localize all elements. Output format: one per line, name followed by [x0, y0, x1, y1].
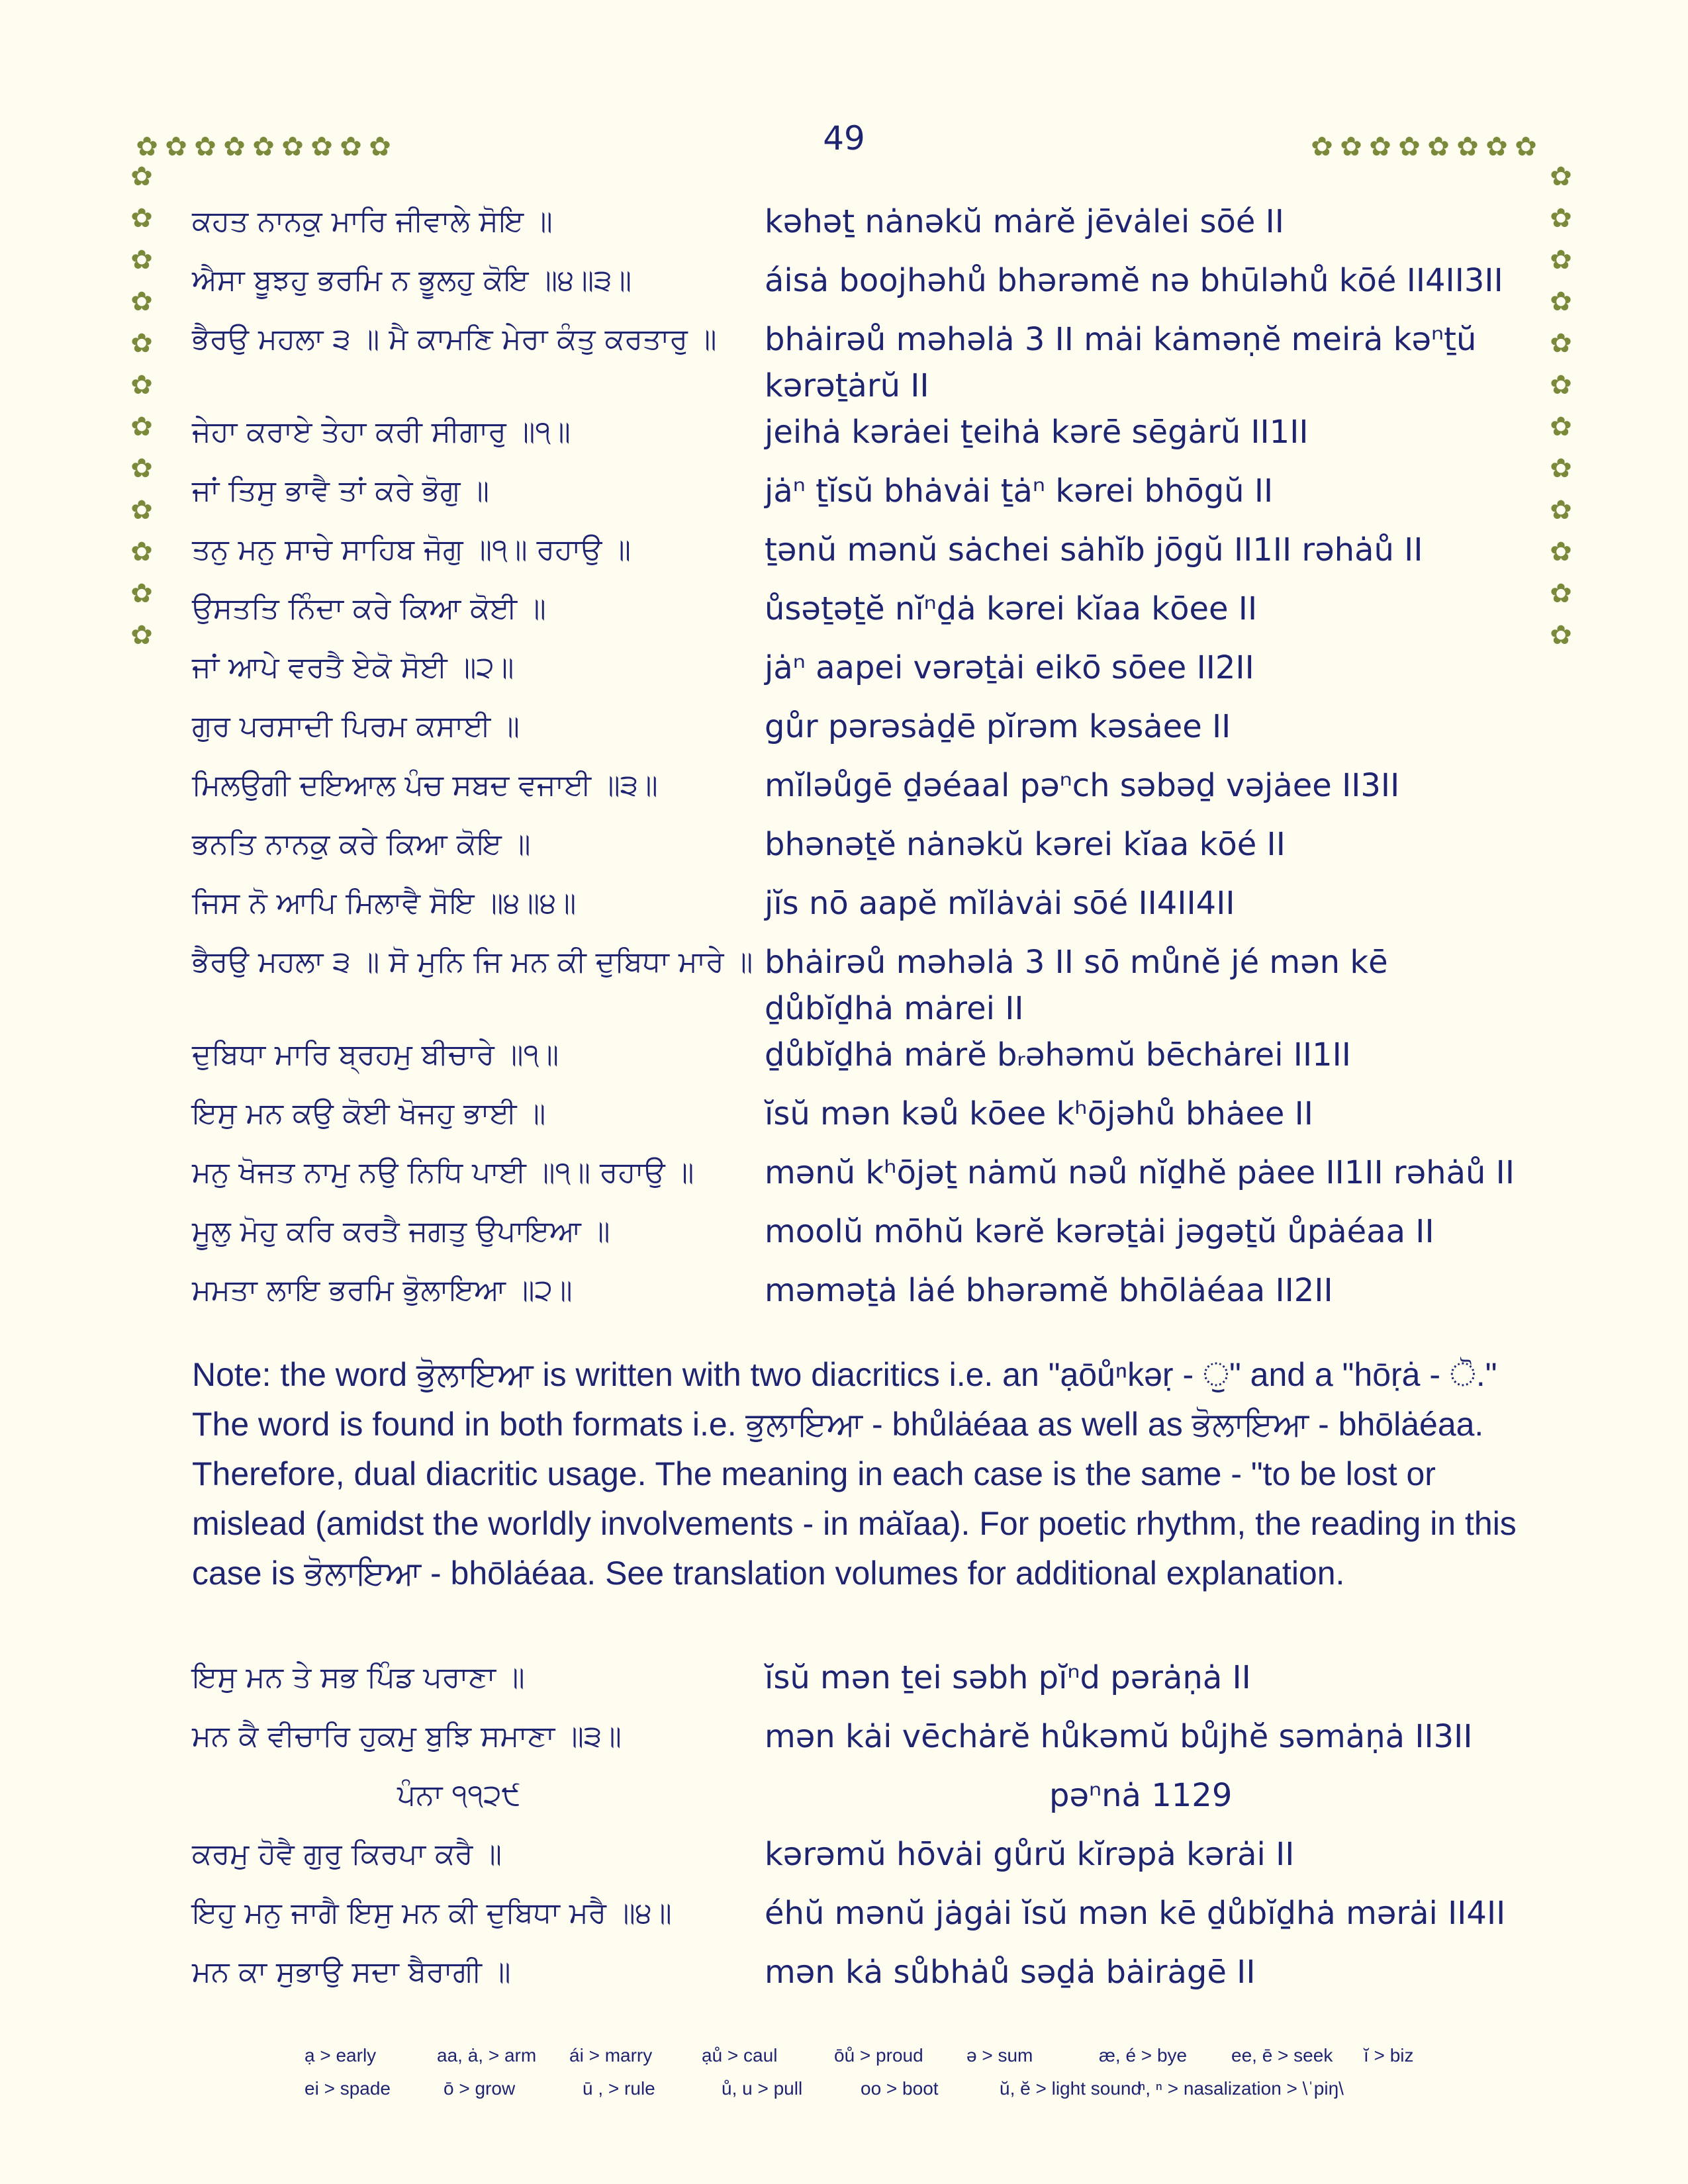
- flower-ornament-icon: ✿: [1515, 132, 1537, 162]
- verse-row: [192, 645, 1516, 704]
- transliteration-text: ĭsŭ mən kəů kōee kʰōjəhů bhȧee II: [765, 1095, 1313, 1132]
- flower-ornament-icon: ✿: [1550, 203, 1572, 234]
- flower-ornament-icon: ✿: [1340, 132, 1362, 162]
- flower-ornament-icon: ✿: [1550, 453, 1572, 484]
- legend-item: ei > spade: [305, 2078, 391, 2099]
- verse-row: [192, 762, 1516, 821]
- verse-row: [192, 1091, 1516, 1150]
- verse-row: [192, 880, 1516, 939]
- legend-item: ŭ, ĕ > light sound: [1000, 2078, 1142, 2099]
- gurmukhi-text: ਐਸਾ ਬੂਝਹੁ ਭਰਮਿ ਨ ਭੂਲਹੁ ਕੋਇ ॥੪॥੩॥: [192, 263, 632, 297]
- flower-ornament-icon: ✿: [130, 620, 153, 651]
- flower-ornament-icon: ✿: [1550, 537, 1572, 567]
- transliteration-text: mənŭ kʰōjəṯ nȧmŭ nəů nĭḏhĕ pȧee II1II rəhȧů II: [765, 1154, 1515, 1191]
- flower-ornament-icon: ✿: [1485, 132, 1508, 162]
- transliteration-text: jeihȧ kərȧei ṯeihȧ kərē sēgȧrŭ II1II: [765, 414, 1309, 451]
- verse-row: [192, 821, 1516, 880]
- transliteration-text: mən kȧ sůbhȧů səḏȧ bȧirȧgē II: [765, 1954, 1256, 1991]
- transliteration-text: pəⁿnȧ 1129: [1049, 1777, 1233, 1814]
- verse-row: [192, 1032, 1516, 1091]
- transliteration-text: ůsəṯəṯĕ nĭⁿḏȧ kərei kĭaa kōee II: [765, 590, 1258, 627]
- transliteration-text: kərəmŭ hōvȧi gůrŭ kĭrəpȧ kərȧi II: [765, 1836, 1295, 1873]
- transliteration-text: məməṯȧ lȧé bhərəmĕ bhōlȧéaa II2II: [765, 1272, 1333, 1309]
- flower-ornament-icon: ✿: [1550, 161, 1572, 192]
- verse-row: [192, 1655, 1516, 1713]
- gurmukhi-text: ਜੇਹਾ ਕਰਾਏ ਤੇਹਾ ਕਰੀ ਸੀਗਾਰੁ ॥੧॥: [192, 415, 571, 449]
- legend-item: ái > marry: [569, 2045, 653, 2066]
- transliteration-text: bhənəṯĕ nȧnəkŭ kərei kĭaa kōé II: [765, 826, 1286, 863]
- verse-row: [192, 468, 1516, 527]
- flower-ornament-icon: ✿: [130, 287, 153, 317]
- flower-ornament-icon: ✿: [1550, 287, 1572, 317]
- gurmukhi-text: ਇਸੁ ਮਨ ਤੇ ਸਭ ਪਿੰਡ ਪਰਾਣਾ ॥: [192, 1661, 525, 1694]
- gurmukhi-text: ਜਾਂ ਤਿਸੁ ਭਾਵੈ ਤਾਂ ਕਰੇ ਭੋਗੁ ॥: [192, 474, 489, 508]
- verse-row: [192, 409, 1516, 468]
- pronunciation-legend: [305, 2045, 1496, 2111]
- verse-row: [192, 1772, 1516, 1831]
- flower-ornament-icon: ✿: [130, 328, 153, 359]
- verse-row: [192, 316, 1516, 409]
- gurmukhi-text: ਇਹੁ ਮਨੁ ਜਾਗੈ ਇਸੁ ਮਨ ਕੀ ਦੁਬਿਧਾ ਮਰੈ ॥੪॥: [192, 1896, 672, 1930]
- gurmukhi-text: ਮਮਤਾ ਲਾਇ ਭਰਮਿ ਭੋੁਲਾਇਆ ॥੨॥: [192, 1273, 573, 1307]
- gurmukhi-text: ਜਾਂ ਆਪੇ ਵਰਤੈ ਏਕੋ ਸੋਈ ॥੨॥: [192, 651, 514, 684]
- legend-item: ōů > proud: [834, 2045, 923, 2066]
- flower-ornament-icon: ✿: [1369, 132, 1391, 162]
- legend-item: ə > sum: [966, 2045, 1033, 2066]
- transliteration-text: bhȧirəů məhəlȧ 3 II mȧi kȧməṇĕ meirȧ kəⁿṯŭ kərəṯȧrŭ II: [765, 321, 1477, 404]
- diacritic-note: Note: the word ਭੋੁਲਾਇਆ is written with two diacritics i.e. an "ạōůⁿkəṛ - ੁ" and a "hōṛȧ - ੋ." The word is found in both formats i.e. ਭੁਲਾਇਆ - bhůlȧéaa as well as ਭੋਲਾਇਆ - bhōlȧéaa. Therefore, dual diacritic usage. The meaning in each case is the same - "to be lost or mislead (amidst the worldly involvements - in mȧĭaa). For poetic rhythm, the reading in this case is ਭੋਲਾਇਆ - bhōlȧéaa. See translation volumes for additional explanation.: [192, 1356, 1517, 1592]
- flower-ornament-icon: ✿: [223, 132, 246, 162]
- flower-ornament-icon: ✿: [281, 132, 304, 162]
- gurmukhi-text: ਕਰਮੁ ਹੋਵੈ ਗੁਰੁ ਕਿਰਪਾ ਕਰੈ ॥: [192, 1837, 502, 1871]
- gurmukhi-text: ਕਹਤ ਨਾਨਕੁ ਮਾਰਿ ਜੀਵਾਲੇ ਸੋਇ ॥: [192, 205, 553, 238]
- flower-ornament-icon: ✿: [130, 203, 153, 234]
- legend-item: ee, ē > seek: [1231, 2045, 1333, 2066]
- gurmukhi-text: ਭੈਰਉ ਮਹਲਾ ੩ ॥ ਮੈ ਕਾਮਣਿ ਮੇਰਾ ਕੰਤੁ ਕਰਤਾਰੁ ॥: [192, 322, 717, 356]
- verse-row: [192, 1890, 1516, 1949]
- verse-list-bottom: [192, 1655, 1516, 2008]
- legend-item: ạů > caul: [702, 2045, 778, 2066]
- flower-ornament-icon: ✿: [1427, 132, 1450, 162]
- transliteration-text: moolŭ mōhŭ kərĕ kərəṯȧi jəgəṯŭ ůpȧéaa II: [765, 1213, 1434, 1250]
- gurmukhi-text: ਜਿਸ ਨੋ ਆਪਿ ਮਿਲਾਵੈ ਸੋਇ ॥੪॥੪॥: [192, 886, 577, 920]
- legend-item: ⁿ, ⁿ > nasalization > \ˈpiŋ\: [1139, 2078, 1344, 2099]
- legend-item: ō > grow: [444, 2078, 516, 2099]
- left-ornament-border: [127, 162, 156, 650]
- legend-item: ạ > early: [305, 2045, 377, 2066]
- gurmukhi-text: ਮਨ ਕੈ ਵੀਚਾਰਿ ਹੁਕਮੁ ਬੁਝਿ ਸਮਾਣਾ ॥੩॥: [192, 1719, 622, 1753]
- transliteration-text: mĭləůgē ḏəéaal pəⁿch səbəḏ vəjȧee II3II: [765, 767, 1400, 804]
- gurmukhi-text: ਮਨੁ ਖੋਜਤ ਨਾਮੁ ਨਉ ਨਿਧਿ ਪਾਈ ॥੧॥ ਰਹਾਉ ॥: [192, 1156, 694, 1189]
- page-number: 49: [823, 119, 865, 158]
- transliteration-text: gůr pərəsȧḏē pĭrəm kəsȧee II: [765, 708, 1231, 745]
- gurmukhi-text: ਤਨੁ ਮਨੁ ਸਾਚੇ ਸਾਹਿਬ ਜੋਗੁ ॥੧॥ ਰਹਾਉ ॥: [192, 533, 631, 567]
- verse-list-top: [192, 199, 1516, 1326]
- verse-row: [192, 704, 1516, 762]
- gurmukhi-text: ਭਨਤਿ ਨਾਨਕੁ ਕਰੇ ਕਿਆ ਕੋਇ ॥: [192, 827, 531, 861]
- transliteration-text: kəhəṯ nȧnəkŭ mȧrĕ jēvȧlei sōé II: [765, 203, 1284, 240]
- verse-row: [192, 939, 1516, 1032]
- flower-ornament-icon: ✿: [130, 495, 153, 525]
- gurmukhi-text: ਦੁਬਿਧਾ ਮਾਰਿ ਬ੍ਰਹਮੁ ਬੀਚਾਰੇ ॥੧॥: [192, 1038, 559, 1071]
- transliteration-text: jĭs nō aapĕ mĭlȧvȧi sōé II4II4II: [765, 885, 1235, 922]
- verse-row: [192, 527, 1516, 586]
- flower-ornament-icon: ✿: [130, 578, 153, 609]
- transliteration-text: bhȧirəů məhəlȧ 3 II sō můnĕ jé mən kē ḏůbĭḏhȧ mȧrei II: [765, 944, 1388, 1027]
- flower-ornament-icon: ✿: [1550, 412, 1572, 442]
- gurmukhi-text: ਮਿਲਉਗੀ ਦਇਆਲ ਪੰਚ ਸਬਦ ਵਜਾਈ ॥੩॥: [192, 768, 658, 802]
- gurmukhi-text: ਮਨ ਕਾ ਸੁਭਾਉ ਸਦਾ ਬੈਰਾਗੀ ॥: [192, 1955, 511, 1989]
- flower-ornament-icon: ✿: [1311, 132, 1333, 162]
- flower-ornament-icon: ✿: [369, 132, 391, 162]
- legend-item: ū , > rule: [583, 2078, 655, 2099]
- flower-ornament-icon: ✿: [1550, 328, 1572, 359]
- flower-ornament-icon: ✿: [310, 132, 333, 162]
- flower-ornament-icon: ✿: [252, 132, 275, 162]
- verse-row: [192, 1267, 1516, 1326]
- flower-ornament-icon: ✿: [130, 453, 153, 484]
- top-left-ornament-border: [132, 132, 395, 161]
- top-right-ornament-border: [1307, 132, 1540, 161]
- transliteration-text: éhŭ mənŭ jȧgȧi ĭsŭ mən kē ḏůbĭḏhȧ mərȧi II4II: [765, 1895, 1506, 1932]
- flower-ornament-icon: ✿: [1550, 578, 1572, 609]
- flower-ornament-icon: ✿: [194, 132, 216, 162]
- gurmukhi-text: ਉਸਤਤਿ ਨਿੰਦਾ ਕਰੇ ਕਿਆ ਕੋਈ ॥: [192, 592, 546, 625]
- verse-row: [192, 199, 1516, 257]
- gurmukhi-text: ਗੁਰ ਪਰਸਾਦੀ ਪਿਰਮ ਕਸਾਈ ॥: [192, 709, 520, 743]
- transliteration-text: mən kȧi vēchȧrĕ hůkəmŭ bůjhĕ səmȧṇȧ II3II: [765, 1718, 1473, 1755]
- right-ornament-border: [1546, 162, 1575, 650]
- legend-item: ĭ > biz: [1364, 2045, 1414, 2066]
- gurmukhi-text: ਮੂਲੁ ਮੋਹੁ ਕਰਿ ਕਰਤੈ ਜਗਤੁ ਉਪਾਇਆ ॥: [192, 1214, 610, 1248]
- flower-ornament-icon: ✿: [130, 537, 153, 567]
- flower-ornament-icon: ✿: [130, 161, 153, 192]
- verse-row: [192, 1208, 1516, 1267]
- flower-ornament-icon: ✿: [1550, 370, 1572, 400]
- transliteration-text: ṯənŭ mənŭ sȧchei sȧhĭb jōgŭ II1II rəhȧů II: [765, 531, 1423, 569]
- verse-row: [192, 1831, 1516, 1890]
- verse-row: [192, 1150, 1516, 1208]
- legend-item: oo > boot: [861, 2078, 939, 2099]
- legend-item: aa, ȧ, > arm: [437, 2045, 537, 2066]
- verse-row: [192, 1949, 1516, 2008]
- verse-row: [192, 257, 1516, 316]
- legend-item: ů, u > pull: [722, 2078, 803, 2099]
- legend-row: [305, 2045, 1496, 2066]
- flower-ornament-icon: ✿: [136, 132, 158, 162]
- flower-ornament-icon: ✿: [1550, 495, 1572, 525]
- transliteration-text: jȧⁿ aapei vərəṯȧi eikō sōee II2II: [765, 649, 1254, 686]
- gurmukhi-text: ਪੰਨਾ ੧੧੨੯: [397, 1778, 521, 1812]
- verse-row: [192, 586, 1516, 645]
- legend-row: [305, 2078, 1496, 2099]
- flower-ornament-icon: ✿: [130, 245, 153, 275]
- gurmukhi-text: ਇਸੁ ਮਨ ਕਉ ਕੋਈ ਖੋਜਹੁ ਭਾਈ ॥: [192, 1097, 546, 1130]
- transliteration-text: áisȧ boojhəhů bhərəmĕ nə bhūləhů kōé II4II3II: [765, 262, 1503, 299]
- flower-ornament-icon: ✿: [130, 370, 153, 400]
- gurmukhi-text: ਭੈਰਉ ਮਹਲਾ ੩ ॥ ਸੋ ਮੁਨਿ ਜਿ ਮਨ ਕੀ ਦੁਬਿਧਾ ਮਾਰੇ ॥: [192, 945, 753, 979]
- transliteration-text: ḏůbĭḏhȧ mȧrĕ bᵣəhəmŭ bēchȧrei II1II: [765, 1036, 1351, 1073]
- flower-ornament-icon: ✿: [1456, 132, 1479, 162]
- flower-ornament-icon: ✿: [1398, 132, 1421, 162]
- verse-row: [192, 1713, 1516, 1772]
- flower-ornament-icon: ✿: [1550, 620, 1572, 651]
- transliteration-text: jȧⁿ ṯĭsŭ bhȧvȧi ṯȧⁿ kərei bhōgŭ II: [765, 473, 1274, 510]
- flower-ornament-icon: ✿: [130, 412, 153, 442]
- flower-ornament-icon: ✿: [1550, 245, 1572, 275]
- flower-ornament-icon: ✿: [340, 132, 362, 162]
- flower-ornament-icon: ✿: [165, 132, 187, 162]
- transliteration-text: ĭsŭ mən ṯei səbh pĭⁿd pərȧṇȧ II: [765, 1659, 1251, 1696]
- legend-item: æ, é > bye: [1099, 2045, 1188, 2066]
